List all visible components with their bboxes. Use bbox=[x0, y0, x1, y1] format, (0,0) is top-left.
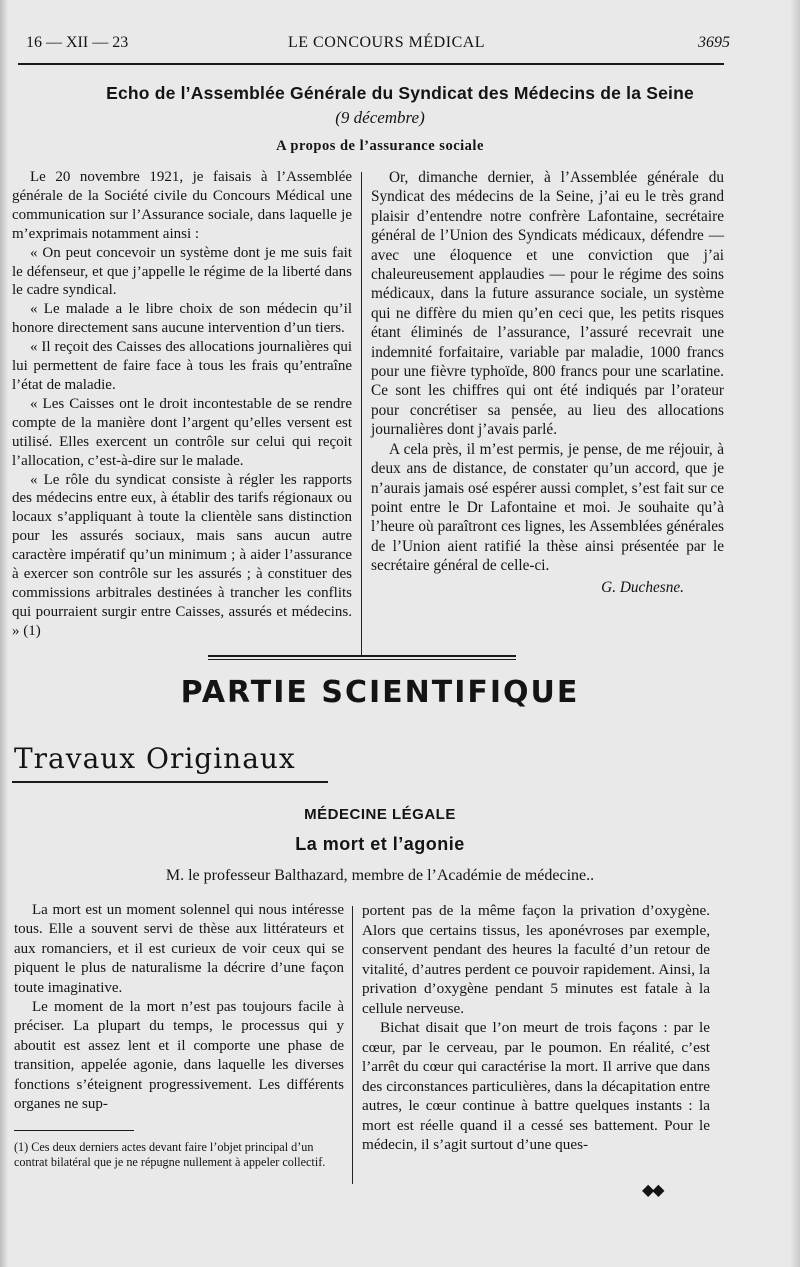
header-rule bbox=[18, 63, 724, 65]
paragraph: Or, dimanche dernier, à l’Assemblée générale du Syndicat des médecins de la Seine, j’ai eu le très grand plaisir d’entendre notre confrère Lafontaine, secrétaire général de l’Union des Syndicats médicaux, défendre — avec une éloquence et une conviction que j’ai chaleureusement applaudies — pour le régime des soins médicaux, dans la future assurance sociale, un système qui ne diffère du mien qu’en ceci que, les petits risques étant éliminés de l’assurance, l’assuré recevrait une indemnité forfaitaire, variable par maladie, 1000 francs pour une fièvre typhoïde, 800 francs pour une scarlatine. Ce sont les chiffres qui ont été indiqués par l’orateur pour concrétiser sa pensée, au lieu des allocations journalières dont j’avais parlé. bbox=[371, 169, 724, 439]
echo-right-column bbox=[371, 168, 724, 597]
paragraph: Le 20 novembre 1921, je faisais à l’Assemblée générale de la Société civile du Concours Médical une communication sur l’Assurance sociale, dans laquelle je m’exprimais notamment ainsi : bbox=[12, 169, 352, 242]
paragraph: « On peut concevoir un système dont je me suis fait le défenseur, et que j’appelle le régime de la liberté dans le cadre syndical. bbox=[12, 244, 352, 299]
section-title: Travaux Originaux bbox=[14, 742, 296, 775]
page-number: 3695 bbox=[698, 34, 730, 51]
page-edge-shadow bbox=[790, 0, 800, 1267]
part-title: PARTIE SCIENTIFIQUE bbox=[180, 675, 580, 710]
category-title: MÉDECINE LÉGALE bbox=[304, 806, 456, 823]
paragraph: « Le malade a le libre choix de son médecin qu’il honore directement sans aucune intervention d’un tiers. bbox=[12, 301, 352, 337]
article-left-column bbox=[14, 901, 344, 1114]
issue-date: 16 — XII — 23 bbox=[26, 34, 129, 51]
echo-date: (9 décembre) bbox=[335, 108, 425, 127]
page-edge-shadow bbox=[0, 0, 8, 1267]
column-divider bbox=[352, 906, 353, 1184]
section-rule bbox=[208, 655, 516, 657]
diamond-ornament-icon: ◆◆ bbox=[642, 1182, 663, 1199]
echo-subtitle: A propos de l’assurance sociale bbox=[276, 138, 484, 154]
footnote-text: (1) Ces deux derniers actes devant faire l’objet principal d’un contrat bilatéral que je ne répugne nullement à appeler collectif. bbox=[14, 1140, 326, 1169]
paragraph: La mort est un moment solennel qui nous intéresse tous. Elle a souvent servi de thèse aux littérateurs et aux romanciers, et il est curieux de voir ceux qui se piquent le plus de naturalisme la décrire d’une façon toute imaginative. bbox=[14, 902, 344, 996]
article-right-column bbox=[362, 901, 710, 1155]
footnote bbox=[14, 1140, 344, 1169]
echo-left-column bbox=[12, 168, 352, 641]
section-title-underline bbox=[12, 781, 328, 783]
footnote-rule bbox=[14, 1130, 134, 1131]
paragraph: Bichat disait que l’on meurt de trois façons : par le cœur, par le cerveau, par le poumon. En réalité, c’est l’arrêt du cœur qui caractérise la mort. Il arrive que dans des circonstances particulières, dans la décapitation entre autres, le cœur continue à battre quelques instants : la mort est réelle quand il a cessé ses battement. Pour le médecin, il s’agit surtout d’une ques- bbox=[362, 1019, 710, 1153]
article-title: La mort et l’agonie bbox=[295, 834, 465, 854]
paragraph: « Les Caisses ont le droit incontestable de se rendre compte de la manière dont l’argent qu’elles versent est utilisé. Elles exercent un contrôle sur celui qui reçoit l’allocation, c’est-à-dire sur le malade. bbox=[12, 395, 352, 469]
echo-title: Echo de l’Assemblée Générale du Syndicat des Médecins de la Seine bbox=[106, 83, 694, 103]
signature: G. Duchesne. bbox=[601, 578, 684, 596]
section-rule bbox=[208, 659, 516, 660]
paragraph: portent pas de la même façon la privation d’oxygène. Alors que certains tissus, les aponévroses par exemple, conservent pendant des heures la faculté d’un retour de vitalité, d’autres perdent ce pouvoir rapidement. Ainsi, la privation d’oxygène pendant 5 minutes est fatale à la cellule nerveuse. bbox=[362, 902, 710, 1017]
paragraph: « Le rôle du syndicat consiste à régler les rapports des médecins entre eux, à établir des tarifs régionaux ou locaux s’appliquant à toute la clientèle sans distinction pour les assurés sociaux, mais sans aucun autre caractère impératif qu’un minimum ; à aider l’assurance à exercer son contrôle sur les assurés ; à constituer des commissions arbitrales destinées à trancher les conflits qui pourraient surgir entre Caisses, assurés et médecins. » (1) bbox=[12, 471, 352, 639]
paragraph: « Il reçoit des Caisses des allocations journalières qui lui permettent de faire face à tous les frais qu’entraîne l’état de maladie. bbox=[12, 339, 352, 393]
column-divider bbox=[361, 172, 362, 657]
paragraph: A cela près, il m’est permis, je pense, de me réjouir, à deux ans de distance, de constater qu’un accord, que je n’aurais jamais osé espérer aussi complet, s’est fait sur ce point entre le Dr Lafontaine et moi. Je souhaite qu’à l’heure où paraîtront ces lignes, les Assemblées générales de l’Union aient ratifié la thèse ainsi présentée par le secrétaire général de celle-ci. bbox=[371, 440, 724, 575]
running-header bbox=[26, 34, 730, 58]
journal-title: LE CONCOURS MÉDICAL bbox=[288, 34, 486, 51]
paragraph: Le moment de la mort n’est pas toujours facile à préciser. La plupart du temps, le processus qui y aboutit est assez lent et il comporte une phase de transition, appelée agonie, dans laquelle les diverses fonctions s’éteignent progressivement. Les différents organes ne sup- bbox=[14, 999, 344, 1113]
article-author: M. le professeur Balthazard, membre de l’Académie de médecine.. bbox=[165, 867, 595, 884]
